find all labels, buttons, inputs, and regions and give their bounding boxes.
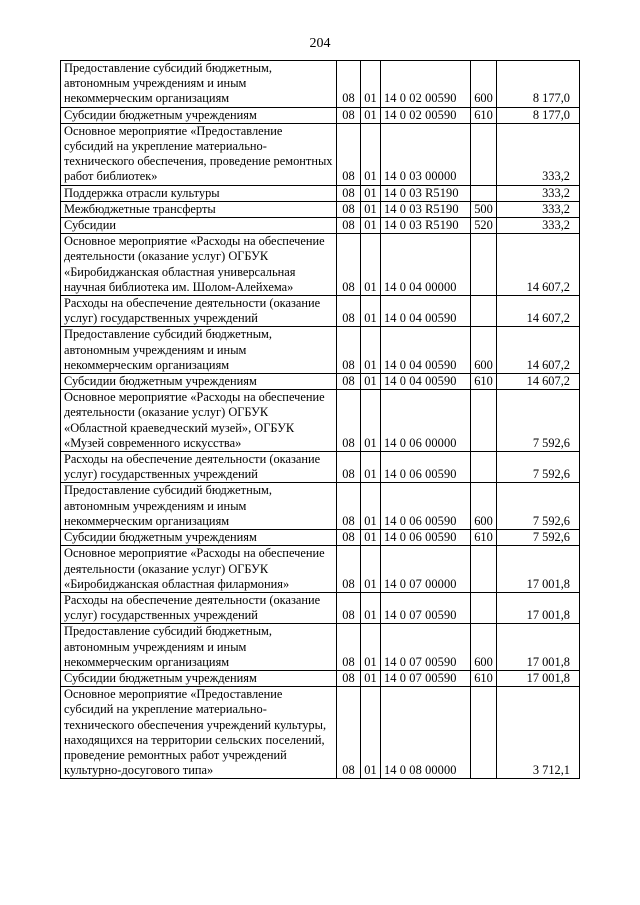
row-subsection-code: 01 <box>361 185 381 201</box>
row-expense-type-code: 500 <box>471 201 497 217</box>
row-name: Субсидии бюджетным учреждениям <box>61 670 337 686</box>
row-subsection-code: 01 <box>361 546 381 593</box>
row-program-code: 14 0 07 00590 <box>381 670 471 686</box>
row-program-code: 14 0 04 00000 <box>381 234 471 296</box>
table-row <box>61 201 580 217</box>
row-section-code: 08 <box>337 452 361 483</box>
row-subsection-code: 01 <box>361 452 381 483</box>
row-name: Субсидии бюджетным учреждениям <box>61 530 337 546</box>
table-row <box>61 530 580 546</box>
row-section-code: 08 <box>337 374 361 390</box>
row-name: Субсидии бюджетным учреждениям <box>61 374 337 390</box>
row-amount: 17 001,8 <box>497 670 580 686</box>
row-amount: 333,2 <box>497 201 580 217</box>
row-program-code: 14 0 06 00590 <box>381 530 471 546</box>
row-expense-type-code: 520 <box>471 218 497 234</box>
row-section-code: 08 <box>337 201 361 217</box>
row-subsection-code: 01 <box>361 530 381 546</box>
table-row <box>61 670 580 686</box>
table-row <box>61 61 580 108</box>
table-body <box>61 61 580 779</box>
row-name: Основное мероприятие «Предоставление субсидий на укрепление материально-технического обеспечения, проведение ремонтных работ библиотек» <box>61 123 337 185</box>
row-amount: 333,2 <box>497 123 580 185</box>
row-program-code: 14 0 03 00000 <box>381 123 471 185</box>
row-amount: 333,2 <box>497 218 580 234</box>
row-expense-type-code: 600 <box>471 327 497 374</box>
row-amount: 8 177,0 <box>497 61 580 108</box>
row-name: Расходы на обеспечение деятельности (оказание услуг) государственных учреждений <box>61 452 337 483</box>
row-expense-type-code: 610 <box>471 107 497 123</box>
row-name: Основное мероприятие «Расходы на обеспечение деятельности (оказание услуг) ОГБУК «Биробиджанская областная филармония» <box>61 546 337 593</box>
row-program-code: 14 0 04 00590 <box>381 296 471 327</box>
row-program-code: 14 0 03 R5190 <box>381 185 471 201</box>
row-subsection-code: 01 <box>361 327 381 374</box>
row-expense-type-code <box>471 296 497 327</box>
row-expense-type-code <box>471 185 497 201</box>
row-section-code: 08 <box>337 592 361 623</box>
row-name: Субсидии <box>61 218 337 234</box>
table-row <box>61 687 580 779</box>
row-name: Основное мероприятие «Расходы на обеспечение деятельности (оказание услуг) ОГБУК «Биробиджанская областная универсальная научная библиотека им. Шолом-Алейхема» <box>61 234 337 296</box>
row-expense-type-code <box>471 687 497 779</box>
row-amount: 14 607,2 <box>497 296 580 327</box>
row-amount: 14 607,2 <box>497 374 580 390</box>
row-program-code: 14 0 02 00590 <box>381 107 471 123</box>
row-expense-type-code <box>471 592 497 623</box>
row-name: Предоставление субсидий бюджетным, автономным учреждениям и иным некоммерческим организациям <box>61 327 337 374</box>
row-subsection-code: 01 <box>361 374 381 390</box>
row-section-code: 08 <box>337 670 361 686</box>
table-row <box>61 483 580 530</box>
row-subsection-code: 01 <box>361 218 381 234</box>
row-program-code: 14 0 04 00590 <box>381 327 471 374</box>
row-program-code: 14 0 06 00590 <box>381 483 471 530</box>
row-expense-type-code: 600 <box>471 624 497 671</box>
row-amount: 7 592,6 <box>497 530 580 546</box>
row-amount: 3 712,1 <box>497 687 580 779</box>
table-row <box>61 123 580 185</box>
row-program-code: 14 0 07 00590 <box>381 624 471 671</box>
row-name: Предоставление субсидий бюджетным, автономным учреждениям и иным некоммерческим организациям <box>61 61 337 108</box>
row-section-code: 08 <box>337 327 361 374</box>
row-amount: 7 592,6 <box>497 483 580 530</box>
row-subsection-code: 01 <box>361 687 381 779</box>
row-section-code: 08 <box>337 185 361 201</box>
row-amount: 8 177,0 <box>497 107 580 123</box>
row-section-code: 08 <box>337 390 361 452</box>
row-program-code: 14 0 02 00590 <box>381 61 471 108</box>
row-name: Расходы на обеспечение деятельности (оказание услуг) государственных учреждений <box>61 296 337 327</box>
row-expense-type-code <box>471 234 497 296</box>
row-name: Поддержка отрасли культуры <box>61 185 337 201</box>
table-row <box>61 218 580 234</box>
row-subsection-code: 01 <box>361 61 381 108</box>
budget-table <box>60 60 580 779</box>
row-subsection-code: 01 <box>361 234 381 296</box>
row-subsection-code: 01 <box>361 483 381 530</box>
table-row <box>61 546 580 593</box>
row-expense-type-code: 600 <box>471 61 497 108</box>
row-name: Предоставление субсидий бюджетным, автономным учреждениям и иным некоммерческим организациям <box>61 483 337 530</box>
page-number: 204 <box>309 36 331 51</box>
table-row <box>61 390 580 452</box>
table-row <box>61 185 580 201</box>
row-name: Межбюджетные трансферты <box>61 201 337 217</box>
table-row <box>61 592 580 623</box>
row-subsection-code: 01 <box>361 107 381 123</box>
row-section-code: 08 <box>337 218 361 234</box>
row-amount: 7 592,6 <box>497 390 580 452</box>
row-section-code: 08 <box>337 123 361 185</box>
row-program-code: 14 0 07 00000 <box>381 546 471 593</box>
row-amount: 333,2 <box>497 185 580 201</box>
row-section-code: 08 <box>337 546 361 593</box>
row-program-code: 14 0 03 R5190 <box>381 218 471 234</box>
row-expense-type-code <box>471 390 497 452</box>
row-program-code: 14 0 07 00590 <box>381 592 471 623</box>
row-amount: 14 607,2 <box>497 327 580 374</box>
row-subsection-code: 01 <box>361 592 381 623</box>
row-expense-type-code <box>471 452 497 483</box>
row-expense-type-code: 610 <box>471 670 497 686</box>
row-program-code: 14 0 08 00000 <box>381 687 471 779</box>
table-row <box>61 234 580 296</box>
row-expense-type-code <box>471 546 497 593</box>
row-subsection-code: 01 <box>361 624 381 671</box>
row-amount: 14 607,2 <box>497 234 580 296</box>
row-section-code: 08 <box>337 624 361 671</box>
row-name: Расходы на обеспечение деятельности (оказание услуг) государственных учреждений <box>61 592 337 623</box>
row-expense-type-code <box>471 123 497 185</box>
row-expense-type-code: 610 <box>471 530 497 546</box>
row-section-code: 08 <box>337 296 361 327</box>
row-name: Субсидии бюджетным учреждениям <box>61 107 337 123</box>
table-row <box>61 452 580 483</box>
row-section-code: 08 <box>337 530 361 546</box>
row-section-code: 08 <box>337 234 361 296</box>
row-section-code: 08 <box>337 483 361 530</box>
row-program-code: 14 0 06 00000 <box>381 390 471 452</box>
row-amount: 17 001,8 <box>497 546 580 593</box>
table-row <box>61 107 580 123</box>
row-expense-type-code: 610 <box>471 374 497 390</box>
row-subsection-code: 01 <box>361 296 381 327</box>
row-section-code: 08 <box>337 107 361 123</box>
row-amount: 7 592,6 <box>497 452 580 483</box>
row-program-code: 14 0 03 R5190 <box>381 201 471 217</box>
row-subsection-code: 01 <box>361 670 381 686</box>
row-subsection-code: 01 <box>361 390 381 452</box>
row-amount: 17 001,8 <box>497 624 580 671</box>
row-subsection-code: 01 <box>361 123 381 185</box>
row-name: Основное мероприятие «Расходы на обеспечение деятельности (оказание услуг) ОГБУК «Областной краеведческий музей», ОГБУК «Музей современного искусства» <box>61 390 337 452</box>
row-name: Основное мероприятие «Предоставление субсидий на укрепление материально-технического обеспечения учреждений культуры, находящихся на территории сельских поселений, проведение ремонтных работ учреждений культурно-досугового типа» <box>61 687 337 779</box>
table-row <box>61 624 580 671</box>
row-section-code: 08 <box>337 61 361 108</box>
row-program-code: 14 0 04 00590 <box>381 374 471 390</box>
table-row <box>61 327 580 374</box>
row-expense-type-code: 600 <box>471 483 497 530</box>
row-subsection-code: 01 <box>361 201 381 217</box>
row-amount: 17 001,8 <box>497 592 580 623</box>
table-row <box>61 374 580 390</box>
row-section-code: 08 <box>337 687 361 779</box>
row-program-code: 14 0 06 00590 <box>381 452 471 483</box>
table-row <box>61 296 580 327</box>
row-name: Предоставление субсидий бюджетным, автономным учреждениям и иным некоммерческим организациям <box>61 624 337 671</box>
